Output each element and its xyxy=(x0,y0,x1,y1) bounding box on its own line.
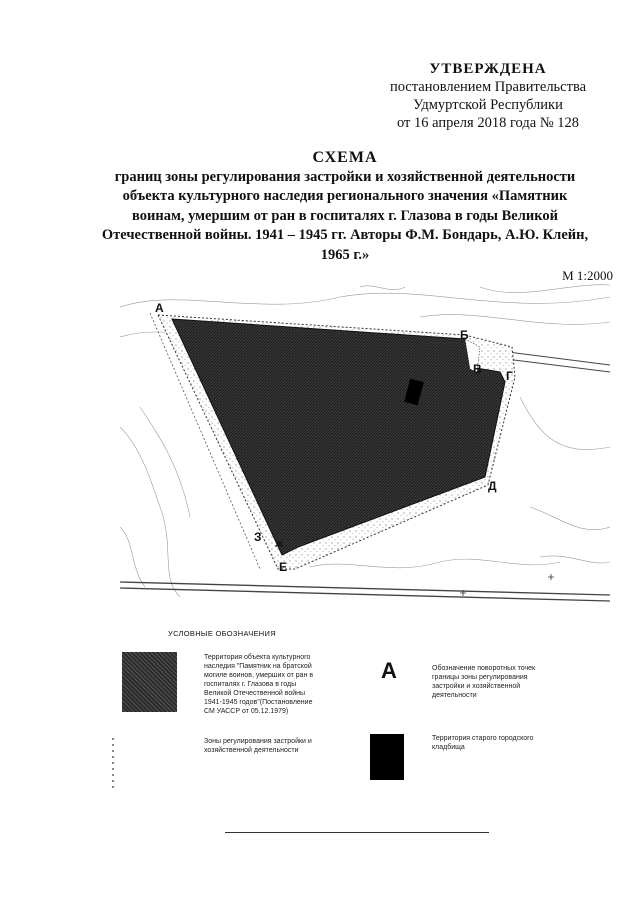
title-line: объекта культурного наследия регионального значения «Памятник xyxy=(122,188,568,204)
legend-line: СМ УАССР от 05.12.1979) xyxy=(204,708,289,715)
document-title xyxy=(90,148,600,265)
legend-swatch-heritage xyxy=(122,652,177,712)
legend-cemetery-text xyxy=(432,734,562,752)
approval-line: Удмуртской Республики xyxy=(413,97,563,113)
point-label-a: А xyxy=(155,301,164,315)
title-line: 1965 г.» xyxy=(320,246,370,263)
legend-line: застройки и хозяйственной xyxy=(432,683,521,690)
legend-points-text xyxy=(432,664,562,700)
legend-line: могиле воинов, умерших от ран в xyxy=(204,672,314,679)
legend-line: хозяйственной деятельности xyxy=(204,747,299,754)
title-heading: СХЕМА xyxy=(312,149,378,166)
legend-swatch-point-letter: А xyxy=(381,658,397,683)
footer-rule xyxy=(225,832,489,833)
legend-line: госпиталях г. Глазова в годы xyxy=(204,681,297,688)
approval-line: от 16 апреля 2018 года № 128 xyxy=(396,115,580,131)
legend-zone-text xyxy=(204,737,334,755)
point-label-z: З xyxy=(254,530,262,544)
title-line: Отечественной войны. 1941 – 1945 гг. Авторы Ф.М. Бондарь, А.Ю. Клейн, xyxy=(101,227,589,243)
legend-line: границы зоны регулирования xyxy=(432,674,528,681)
title-line: воинам, умершим от ран в госпиталях г. Глазова в годы Великой xyxy=(132,207,558,224)
legend-swatch-cemetery xyxy=(370,734,404,780)
approval-line: постановлением Правительства xyxy=(389,79,587,95)
point-label-e: Е xyxy=(279,560,288,574)
point-label-b: Б xyxy=(460,328,469,342)
point-label-g: Г xyxy=(506,369,513,383)
legend-line: деятельности xyxy=(432,692,477,699)
boundary-map xyxy=(120,277,610,607)
approval-heading: УТВЕРЖДЕНА xyxy=(429,61,547,77)
map-scale: М 1:2000 xyxy=(562,268,613,283)
title-line: границ зоны регулирования застройки и хозяйственной деятельности xyxy=(114,168,576,185)
legend-line: Зоны регулирования застройки и xyxy=(204,738,312,745)
legend-line: Территория объекта культурного xyxy=(204,654,311,661)
legend-line: Великой Отечественной войны xyxy=(204,690,306,697)
legend-line: кладбища xyxy=(432,744,465,751)
legend-title: УСЛОВНЫЕ ОБОЗНАЧЕНИЯ xyxy=(168,629,276,638)
point-label-v: В xyxy=(473,362,482,376)
legend-line: наследия "Памятник на братской xyxy=(204,663,312,670)
point-label-d: Д xyxy=(488,479,497,493)
point-label-zh: Ж xyxy=(275,539,284,549)
legend-line: Обозначение поворотных точек xyxy=(432,665,536,672)
legend-line: Территория старого городского xyxy=(432,735,534,742)
approval-block xyxy=(388,60,588,132)
legend-line: 1941-1945 годов"(Постановление xyxy=(204,699,313,706)
legend-heritage-text xyxy=(204,653,324,716)
legend-swatch-regulation-zone xyxy=(112,738,114,788)
